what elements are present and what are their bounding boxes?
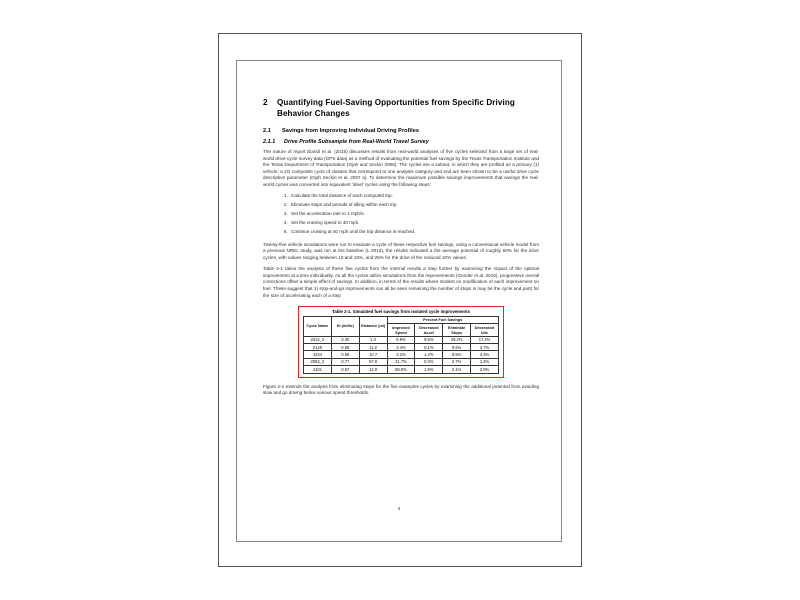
cell: 57.8 <box>359 358 387 365</box>
table-row <box>304 358 499 365</box>
subsubsection-title: Drive Profile Subsample from Real-World Travel Survey <box>284 139 429 145</box>
table-block <box>263 306 539 377</box>
cell: 11.2 <box>359 343 387 350</box>
cell: 0.67 <box>331 366 359 373</box>
cell: 29.2% <box>443 336 471 343</box>
col-distance: Distance (mi) <box>359 316 387 336</box>
table-highlight-annotation <box>298 306 504 377</box>
cell: 2062_2 <box>304 358 332 365</box>
cell: 2.1% <box>443 366 471 373</box>
cell: 21.7% <box>387 358 415 365</box>
cell: 0.68 <box>331 343 359 350</box>
cell: 0.1% <box>415 343 443 350</box>
cell: 1.3% <box>415 351 443 358</box>
section-title-line2: Behavior Changes <box>277 109 350 118</box>
subsection-number: 2.1 <box>263 128 271 134</box>
table-row <box>304 366 499 373</box>
list-item: 2. Eliminate stops and periods of idling within each trip. <box>289 202 539 208</box>
cell: 2.7% <box>443 358 471 365</box>
paragraph-analysis: Table 2-1 takes the analysis of these five cycles from the internal results a step further by examining the impact of the optimal improvement at a time individually. As all the cycles utilize simulations from the improvements (Gonder et al. 2010), progressive overall corrections offset a simple effect of savings. In addition, in terms of the results where modest on modification of each improvement on fuel. These suggest that 1) stop-and-go improvements can all be seen remaining the number of stops is may be the cycle and part) for the size of accelerating each of a step <box>263 266 539 298</box>
table-row <box>304 343 499 350</box>
section-heading <box>263 97 539 119</box>
subsection-heading <box>263 128 539 134</box>
cell: 58.0% <box>387 366 415 373</box>
col-decreased-idle: Decreased Idle <box>471 323 499 336</box>
section-number: 2 <box>263 98 268 107</box>
cell: 4234 <box>304 351 332 358</box>
section-title-line1: Quantifying Fuel-Saving Opportunities from Specific Driving <box>277 98 515 107</box>
cell: 3.30 <box>331 336 359 343</box>
paragraph-intro: The nature of report Elaridi et al. (2016) discusses results from real-world analyses of five cycles selected from a large set of real-world drive-cycle survey data (GPS data) as a method of evaluating the potential fuel savings by the Texas Transportation Institute and the Texas Department of Transportation (Ojah and Seckin 2008). The cycles are a subset, in which they are profiled as a primary (1) vehicle; a 2G composite cycle of classes that correspond to one analysis category and end are been shown to be a useful drive cycle descriptive parameter (Ojah Seckin et al. 2007 a). To determine the maximum possible savings improvements that savings the real-world cycles was converted into equivalent 'ideal' cycles using the following steps: <box>263 149 539 187</box>
cell: 1.9% <box>415 366 443 373</box>
col-cycle-name: Cycle Name <box>304 316 332 336</box>
subsection-title: Savings from Improving Individual Driving Profiles <box>282 128 420 134</box>
page-number: 3 <box>397 506 401 511</box>
col-group-percent-fuel-savings: Percent Fuel Savings <box>387 316 498 323</box>
subsubsection-heading <box>263 139 539 145</box>
cell: 12.9 <box>359 366 387 373</box>
subsubsection-number: 2.1.1 <box>263 139 276 145</box>
cell: 9.5% <box>443 343 471 350</box>
cell: 3.2% <box>387 351 415 358</box>
paragraph-simulation: Twenty-five vehicle simulations were run to evaluate a cycle of these respective fuel savings, using a conventional vehicle model from a previous NREL study, was run at the baseline (L 2013), the results indicated a the average potential of roughly 60% for the drive cycles, with values ranging between 10 and 15%, and 25% for the drive of the reduced 10% values. <box>263 241 539 260</box>
list-item: 3. Set the acceleration rate to 1 mph/s. <box>289 211 539 217</box>
cell: 2145 <box>304 343 332 350</box>
cell: 8.5% <box>443 351 471 358</box>
page-text-frame <box>236 60 562 542</box>
cell: 1.2% <box>471 358 499 365</box>
cell: 2.0% <box>471 366 499 373</box>
cell: 1.3 <box>359 336 387 343</box>
paragraph-closing: Figure 2-1 extends the analysis from eliminating stops for the five examples cycles by examining the additional potential from avoiding slow and go driving below various speed thresholds. <box>263 383 539 395</box>
page-content <box>263 97 539 397</box>
list-item: 5. Continue cruising at 40 mph until the trip distance is reached. <box>289 229 539 235</box>
col-kl: Kl (mi/hr) <box>331 316 359 336</box>
cell: 17.4% <box>471 336 499 343</box>
steps-list <box>263 193 539 235</box>
cell: 2.7% <box>471 343 499 350</box>
col-decreased-accel: Decreased Accel <box>415 323 443 336</box>
cell: 4101 <box>304 366 332 373</box>
cell: 3.3% <box>471 351 499 358</box>
cell: 0.3% <box>415 358 443 365</box>
fuel-savings-table <box>303 316 499 374</box>
col-improved-speed: Improved Speed <box>387 323 415 336</box>
table-row <box>304 336 499 343</box>
cell: 5.9% <box>387 336 415 343</box>
list-item: 1. Calculate the total distance of each computed trip. <box>289 193 539 199</box>
table-body <box>304 336 499 373</box>
cell: 9.5% <box>415 336 443 343</box>
table-caption: Table 2-1. Simulated fuel savings from isolated cycle improvements <box>332 309 470 315</box>
cell: 2.4% <box>387 343 415 350</box>
cell: 2012_2 <box>304 336 332 343</box>
cell: 0.59 <box>331 351 359 358</box>
cell: 10.7 <box>359 351 387 358</box>
table-header-group-row <box>304 316 499 323</box>
cell: 0.77 <box>331 358 359 365</box>
col-eliminate-stops: Eliminate Stops <box>443 323 471 336</box>
table-row <box>304 351 499 358</box>
list-item: 4. Set the cruising speed to 40 mph. <box>289 220 539 226</box>
